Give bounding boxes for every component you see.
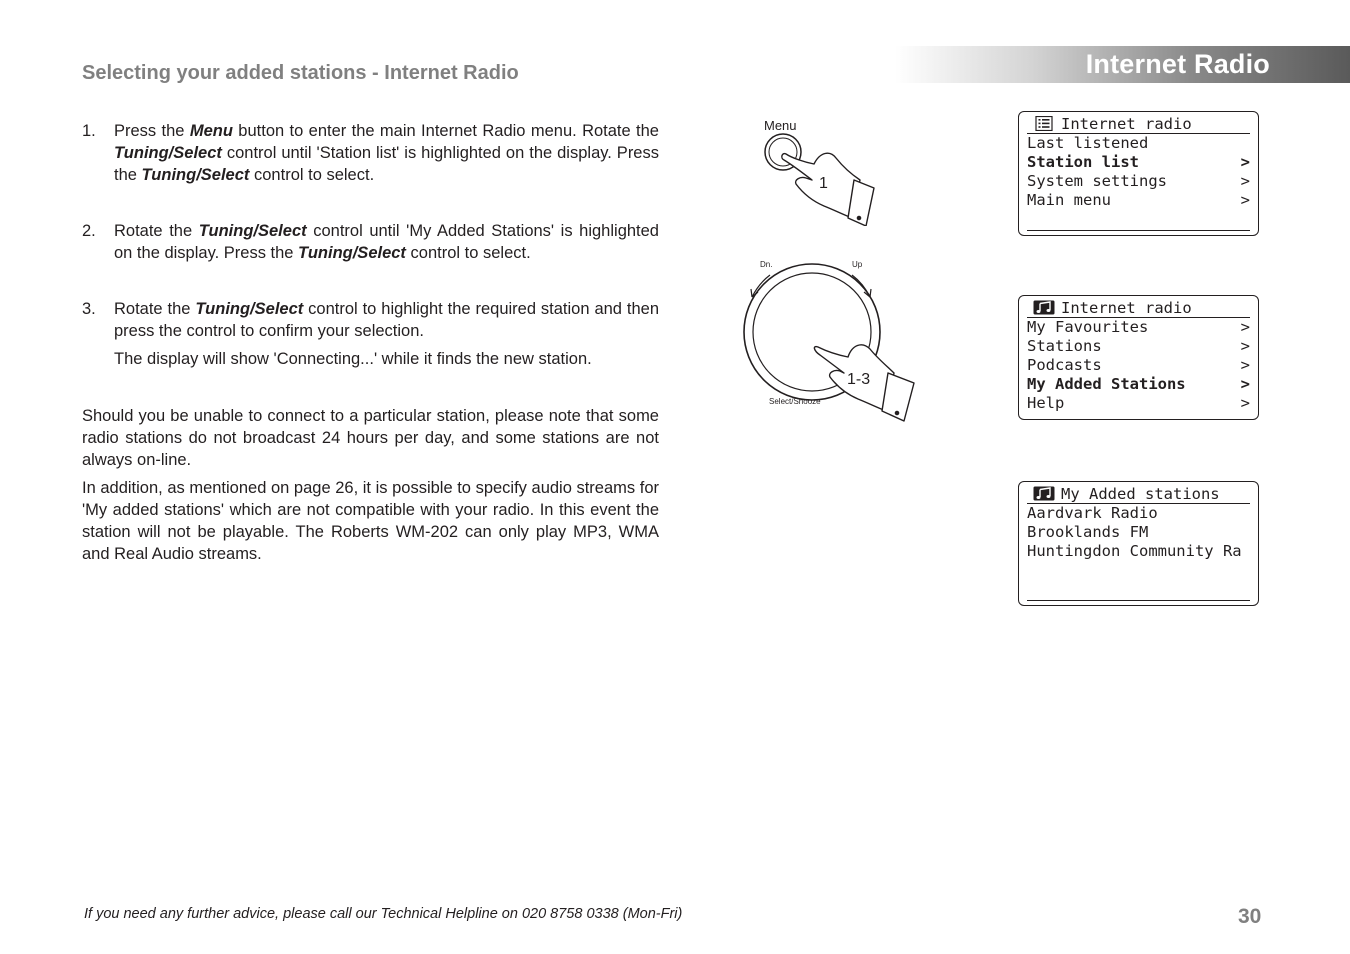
footer-helpline-note: If you need any further advice, please call our Technical Helpline on 020 8758 0338 (Mon-Fri) bbox=[84, 906, 683, 922]
step-2 bbox=[82, 220, 659, 264]
menu-item-my-favourites: My Favourites > bbox=[1027, 318, 1250, 336]
step-text: Rotate the Tuning/Select control until 'My Added Stations' is highlighted on the display. Press the Tuning/Select control to select. bbox=[114, 222, 659, 262]
up-label: Up bbox=[852, 260, 863, 269]
lcd-display-my-added-stations bbox=[1018, 481, 1259, 606]
step-1 bbox=[82, 120, 659, 186]
music-note-icon bbox=[1033, 486, 1055, 501]
step-text: Rotate the Tuning/Select control to highlight the required station and then press the control to confirm your selection. bbox=[114, 300, 659, 340]
page-number: 30 bbox=[1238, 905, 1262, 928]
header-band bbox=[895, 46, 1350, 83]
pointing-hand-icon bbox=[782, 153, 874, 226]
menu-item-help: Help > bbox=[1027, 394, 1250, 412]
lcd-title-bar bbox=[1027, 484, 1250, 504]
menu-button-illustration bbox=[752, 114, 882, 226]
menu-item-station-list: Station list > bbox=[1027, 153, 1250, 171]
paragraph-added-streams: In addition, as mentioned on page 26, it is possible to specify audio streams for 'My added stations' which are not compatible with your radio. In this event the station will not be playable. The Roberts WM-202 can only play MP3, WMA and Real Audio streams. bbox=[82, 479, 659, 563]
lcd-display-station-list bbox=[1018, 295, 1259, 420]
list-icon bbox=[1033, 116, 1055, 131]
select-snooze-label: Select/Snooze bbox=[769, 397, 821, 406]
lcd-title: Internet radio bbox=[1061, 114, 1192, 133]
step-note: The display will show 'Connecting...' while it finds the new station. bbox=[114, 350, 592, 368]
body-paragraphs bbox=[82, 405, 659, 571]
step-number: 1. bbox=[82, 122, 96, 140]
lcd-title: My Added stations bbox=[1061, 484, 1220, 503]
dn-label: Dn. bbox=[760, 260, 773, 269]
menu-item-podcasts: Podcasts > bbox=[1027, 356, 1250, 374]
step-text: Press the Menu button to enter the main Internet Radio menu. Rotate the Tuning/Select control until 'Station list' is highlighted on the display. Press the Tuning/Select control to select. bbox=[114, 122, 659, 184]
station-item: Huntingdon Community Ra bbox=[1027, 542, 1242, 560]
menu-item-main-menu: Main menu > bbox=[1027, 191, 1250, 209]
lcd-title: Internet radio bbox=[1061, 298, 1192, 317]
station-item: Aardvark Radio bbox=[1027, 504, 1158, 522]
lcd-bottom-divider bbox=[1027, 600, 1250, 601]
station-item: Brooklands FM bbox=[1027, 523, 1149, 541]
lcd-display-internet-radio-menu bbox=[1018, 111, 1259, 236]
menu-item-system-settings: System settings > bbox=[1027, 172, 1250, 190]
lcd-bottom-divider bbox=[1027, 230, 1250, 231]
step-number: 2. bbox=[82, 222, 96, 240]
paragraph-unable-to-connect: Should you be unable to connect to a particular station, please note that some radio stations do not broadcast 24 hours per day, and some stations are not always on-line. bbox=[82, 407, 659, 469]
step-number: 3. bbox=[82, 300, 96, 318]
music-note-icon bbox=[1033, 300, 1055, 315]
menu-item-last-listened: Last listened bbox=[1027, 134, 1149, 152]
dial-step-label: 1-3 bbox=[847, 371, 871, 388]
header-title: Internet Radio bbox=[1085, 49, 1270, 79]
menu-item-stations: Stations > bbox=[1027, 337, 1250, 355]
menu-step-label: 1 bbox=[819, 175, 828, 192]
menu-item-my-added-stations: My Added Stations > bbox=[1027, 375, 1250, 393]
step-3 bbox=[82, 298, 659, 370]
section-title: Selecting your added stations - Internet Radio bbox=[82, 62, 519, 84]
menu-label: Menu bbox=[764, 118, 797, 133]
lcd-title-bar bbox=[1027, 298, 1250, 318]
tuning-dial-illustration bbox=[740, 255, 920, 425]
lcd-title-bar bbox=[1027, 114, 1250, 134]
